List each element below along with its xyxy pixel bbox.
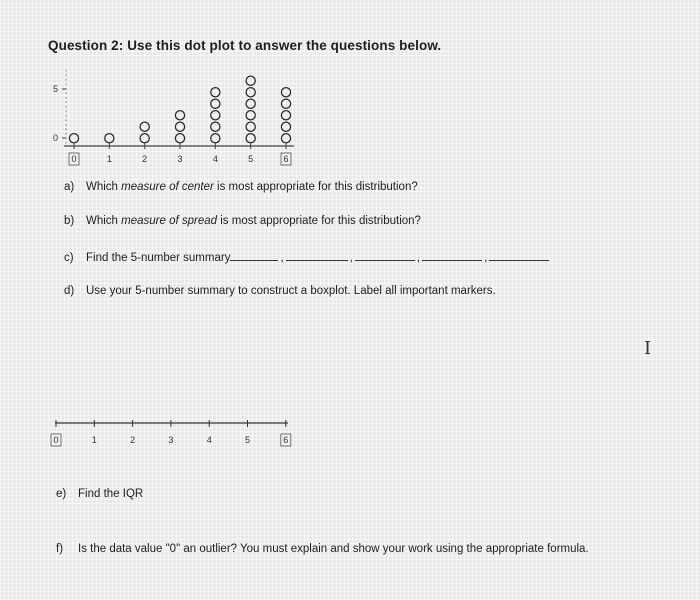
question-f xyxy=(56,543,589,555)
question-title: Question 2: Use this dot plot to answer the questions below. xyxy=(48,38,442,53)
question-e xyxy=(56,488,143,500)
number-line-label: 1 xyxy=(91,435,97,445)
number-line-label: 5 xyxy=(244,435,251,445)
x-tick-label: 4 xyxy=(212,154,218,164)
question-b-letter: b) xyxy=(64,215,75,227)
number-line-label: 2 xyxy=(130,435,136,445)
question-a-letter: a) xyxy=(64,181,75,193)
y-tick-label: 0 xyxy=(53,133,59,143)
number-line-label: 4 xyxy=(206,435,212,445)
answer-separator: , xyxy=(349,252,353,264)
number-line-label: 3 xyxy=(168,435,174,445)
x-tick-label: 0 xyxy=(71,154,77,164)
question-a-emphasis: measure of center xyxy=(121,181,214,193)
answer-separator: , xyxy=(484,252,488,264)
question-e-text: Find the IQR xyxy=(78,488,144,500)
question-f-letter: f) xyxy=(56,543,64,555)
x-tick-label: 3 xyxy=(177,154,183,164)
number-line-label: 6 xyxy=(283,435,289,445)
number-line-label: 0 xyxy=(53,435,59,445)
question-d-letter: d) xyxy=(64,285,75,297)
answer-separator: , xyxy=(280,252,284,264)
question-b-text-end: is most appropriate for this distribution? xyxy=(217,215,421,227)
question-a-text-end: is most appropriate for this distribution? xyxy=(213,181,418,193)
question-a-text-start: Which xyxy=(86,181,122,193)
question-d-text: Use your 5-number summary to construct a boxplot. Label all important markers. xyxy=(86,285,496,297)
question-c-letter: c) xyxy=(64,252,74,264)
question-b-text-start: Which xyxy=(86,215,122,227)
y-tick-label: 5 xyxy=(53,84,59,94)
question-b-emphasis: measure of spread xyxy=(121,215,218,227)
x-tick-label: 5 xyxy=(248,154,254,164)
text-cursor-icon: I xyxy=(644,338,652,359)
question-f-text: Is the data value "0" an outlier? You must explain and show your work using the appropriate formula. xyxy=(78,543,589,555)
x-tick-label: 2 xyxy=(142,154,148,164)
x-tick-label: 6 xyxy=(283,154,289,164)
question-c-text: Find the 5-number summary xyxy=(86,252,231,264)
question-e-letter: e) xyxy=(56,488,67,500)
x-tick-label: 1 xyxy=(106,154,112,164)
answer-separator: , xyxy=(416,252,421,264)
